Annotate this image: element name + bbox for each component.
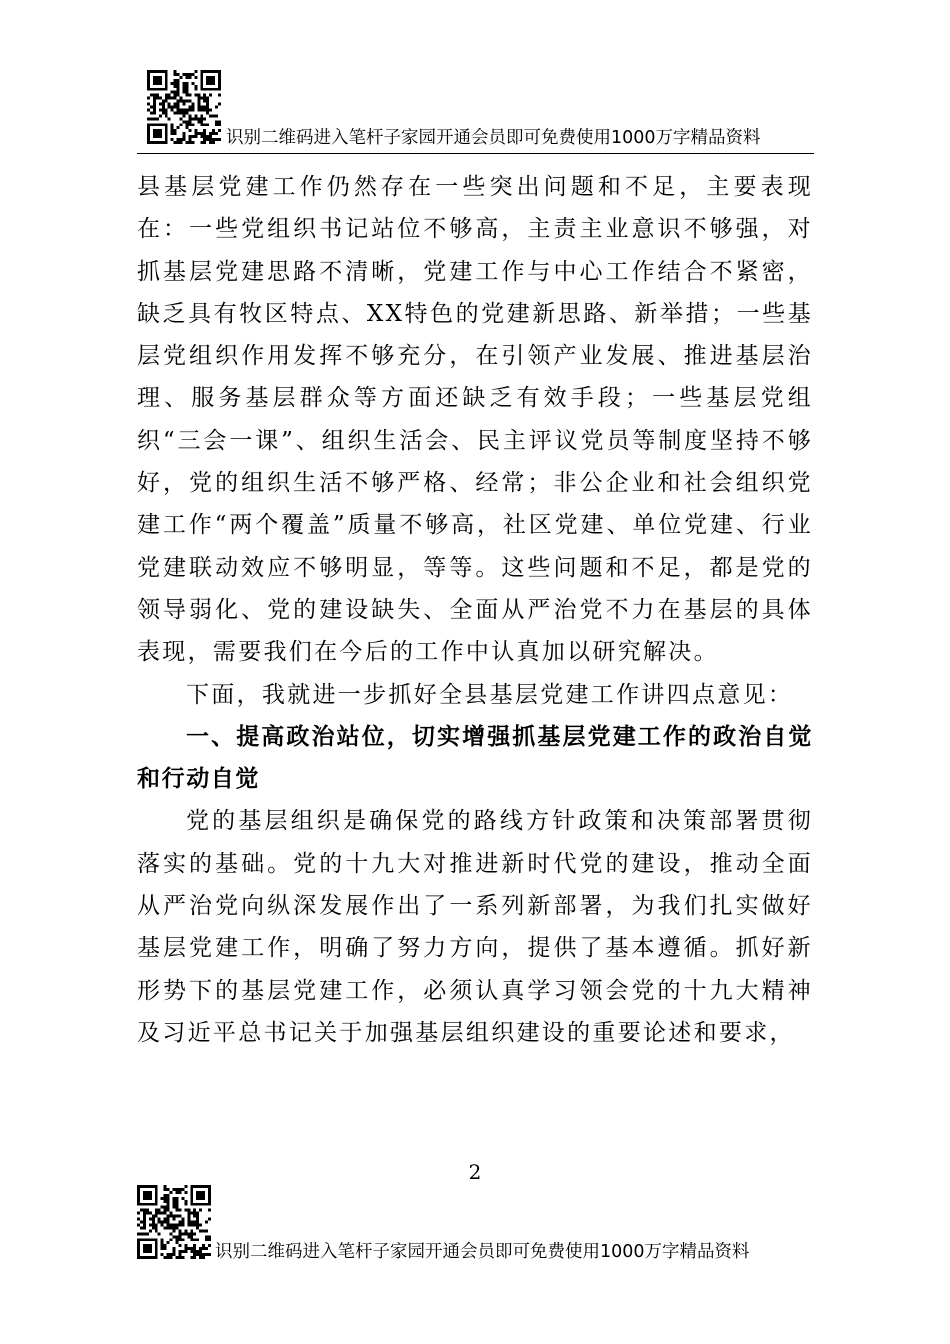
page-number: 2 [468, 1160, 482, 1184]
document-body [137, 166, 813, 1054]
header-banner: 识别二维码进入笔杆子家园开通会员即可免费使用1000万字精品资料 [226, 128, 761, 148]
header-divider [137, 153, 814, 154]
body-paragraph: 党的基层组织是确保党的路线方针政策和决策部署贯彻落实的基础。党的十九大对推进新时代党的建设，推动全面从严治党向纵深发展作出了一系列新部署，为我们扎实做好基层党建工作，明确了努力方向，提供了基本遵循。抓好新形势下的基层党建工作，必须认真学习领会党的十九大精神及习近平总书记关于加强基层组织建设的重要论述和要求， [137, 808, 813, 1046]
footer-banner: 识别二维码进入笔杆子家园开通会员即可免费使用1000万字精品资料 [215, 1242, 750, 1262]
body-paragraph: 下面，我就进一步抓好全县基层党建工作讲四点意见： [186, 681, 794, 708]
qr-code-icon [137, 1185, 211, 1259]
qr-code-icon [147, 70, 221, 144]
body-paragraph: 县基层党建工作仍然存在一些突出问题和不足，主要表现在：一些党组织书记站位不够高，主责主业意识不够强，对抓基层党建思路不清晰，党建工作与中心工作结合不紧密，缺乏具有牧区特点、XX特色的党建新思路、新举措；一些基层党组织作用发挥不够充分，在引领产业发展、推进基层治理、服务基层群众等方面还缺乏有效手段；一些基层党组织“三会一课”、组织生活会、民主评议党员等制度坚持不够好，党的组织生活不够严格、经常；非公企业和社会组织党建工作“两个覆盖”质量不够高，社区党建、单位党建、行业党建联动效应不够明显，等等。这些问题和不足，都是党的领导弱化、党的建设缺失、全面从严治党不力在基层的具体表现，需要我们在今后的工作中认真加以研究解决。 [137, 174, 813, 666]
section-heading: 一、提高政治站位，切实增强抓基层党建工作的政治自觉和行动自觉 [137, 723, 813, 793]
